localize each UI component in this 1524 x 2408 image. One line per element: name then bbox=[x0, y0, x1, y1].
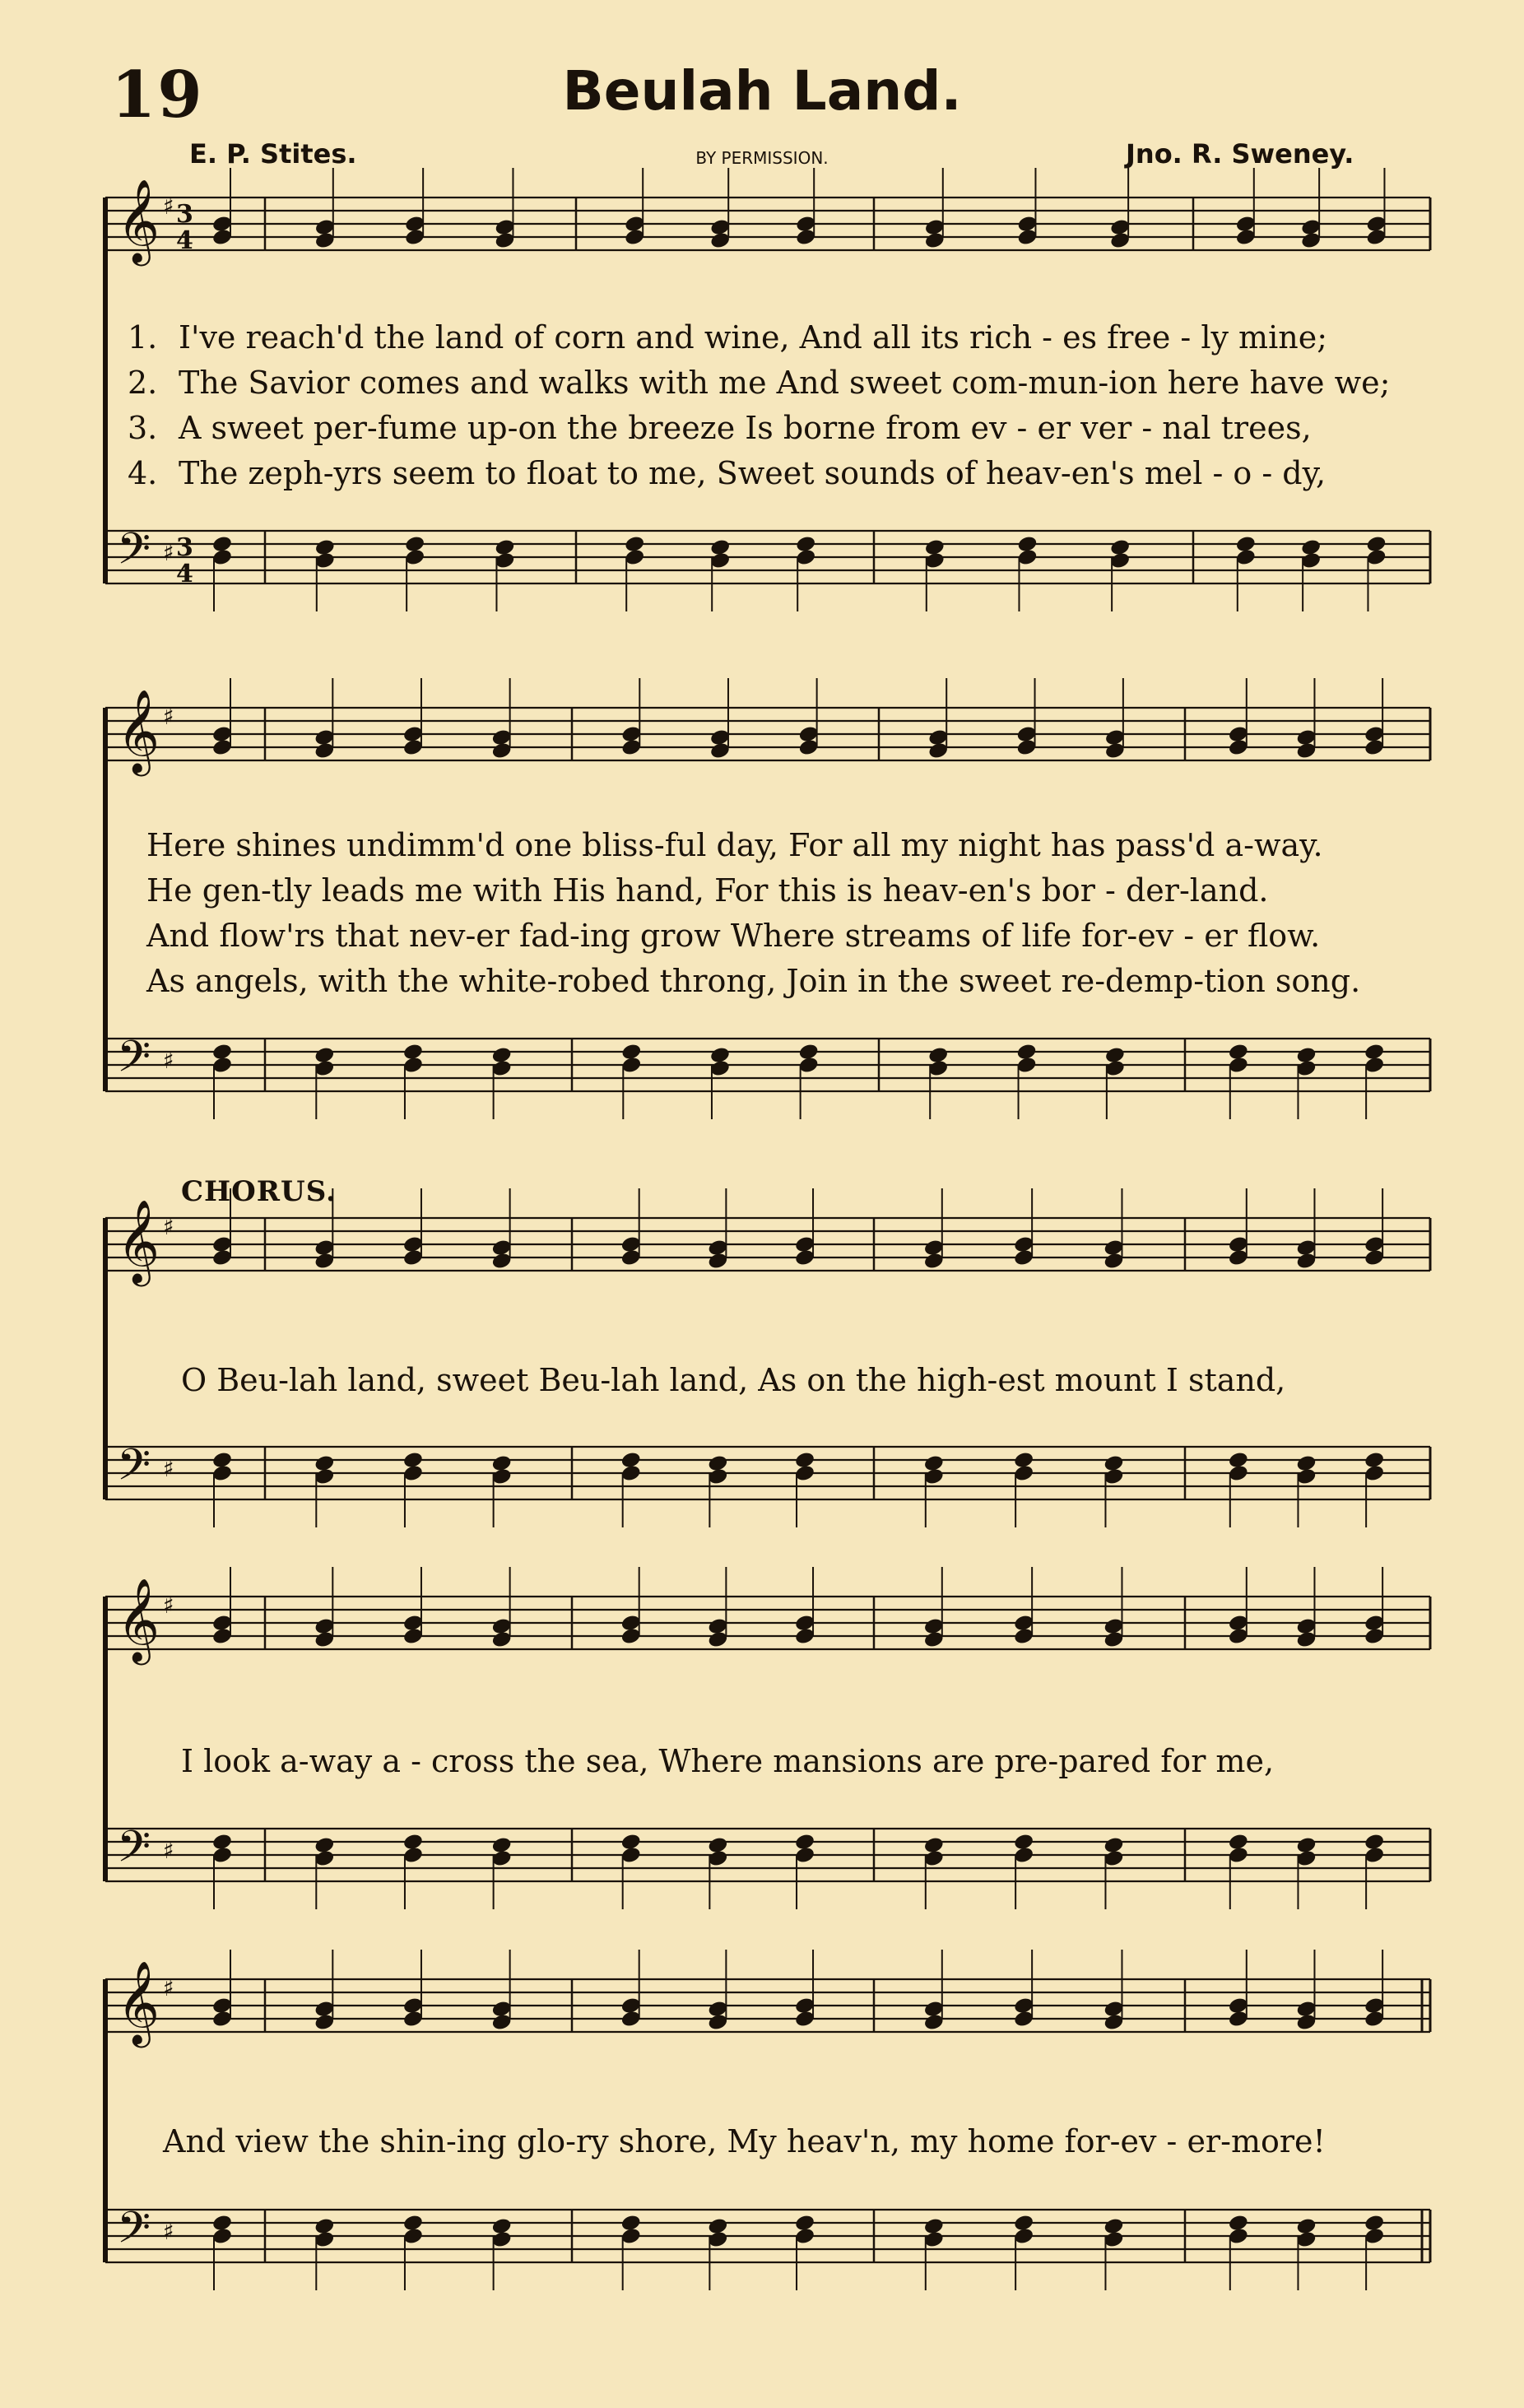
svg-text:4: 4 bbox=[176, 560, 193, 588]
svg-text:♯: ♯ bbox=[163, 193, 174, 220]
svg-text:♯: ♯ bbox=[163, 1455, 174, 1482]
verse-line: He gen-tly leads me with His hand, For this is heav-en's bor - der-land. bbox=[146, 872, 1269, 909]
verse-line: And flow'rs that nev-er fad-ing grow Where streams of life for-ev - er flow. bbox=[146, 918, 1321, 954]
composer-credit: Jno. R. Sweney. bbox=[1126, 138, 1354, 170]
svg-text:♯: ♯ bbox=[163, 1837, 174, 1864]
svg-text:♯: ♯ bbox=[163, 703, 174, 730]
svg-text:4: 4 bbox=[176, 226, 193, 255]
verse-line: As angels, with the white-robed throng, Join in the sweet re-demp-tion song. bbox=[146, 963, 1361, 999]
song-title: Beulah Land. bbox=[562, 59, 962, 123]
verse-line: Here shines undimm'd one bliss-ful day, For all my night has pass'd a-way. bbox=[146, 827, 1323, 863]
verse-line: 3. A sweet per-fume up-on the breeze Is borne from ev - er ver - nal trees, bbox=[128, 410, 1312, 446]
svg-text:𝄢: 𝄢 bbox=[117, 1032, 151, 1093]
verse-line: 1. I've reach'd the land of corn and wine, And all its rich - es free - ly mine; bbox=[128, 319, 1327, 356]
svg-text:♯: ♯ bbox=[163, 1974, 174, 2001]
svg-text:♯: ♯ bbox=[163, 1213, 174, 1240]
permission-note: BY PERMISSION. bbox=[695, 148, 829, 168]
svg-text:𝄞: 𝄞 bbox=[117, 688, 160, 773]
svg-text:♯: ♯ bbox=[163, 1047, 174, 1074]
svg-text:𝄞: 𝄞 bbox=[117, 1577, 160, 1662]
svg-text:𝄢: 𝄢 bbox=[117, 1822, 151, 1883]
svg-text:𝄞: 𝄞 bbox=[117, 1198, 160, 1283]
svg-text:𝄞: 𝄞 bbox=[117, 178, 160, 263]
chorus-line: I look a-way a - cross the sea, Where mansions are pre-pared for me, bbox=[181, 1743, 1275, 1779]
chorus-heading: CHORUS. bbox=[181, 1175, 337, 1208]
svg-text:3: 3 bbox=[176, 200, 193, 229]
svg-text:𝄢: 𝄢 bbox=[117, 524, 151, 585]
page-number: 19 bbox=[111, 58, 204, 132]
svg-text:♯: ♯ bbox=[163, 1592, 174, 1619]
verse-line: 2. The Savior comes and walks with me And sweet com-mun-ion here have we; bbox=[128, 365, 1391, 401]
svg-text:3: 3 bbox=[176, 533, 193, 562]
svg-text:𝄢: 𝄢 bbox=[117, 1440, 151, 1501]
chorus-line: O Beu-lah land, sweet Beu-lah land, As on the high-est mount I stand, bbox=[181, 1362, 1286, 1398]
verse-line: 4. The zeph-yrs seem to float to me, Sweet sounds of heav-en's mel - o - dy, bbox=[128, 455, 1327, 491]
lyricist-credit: E. P. Stites. bbox=[189, 138, 357, 170]
svg-text:♯: ♯ bbox=[163, 2218, 174, 2245]
svg-text:𝄢: 𝄢 bbox=[117, 2203, 151, 2264]
svg-text:𝄞: 𝄞 bbox=[117, 1959, 160, 2044]
svg-text:♯: ♯ bbox=[163, 539, 174, 566]
chorus-line: And view the shin-ing glo-ry shore, My heav'n, my home for-ev - er-more! bbox=[163, 2123, 1326, 2159]
